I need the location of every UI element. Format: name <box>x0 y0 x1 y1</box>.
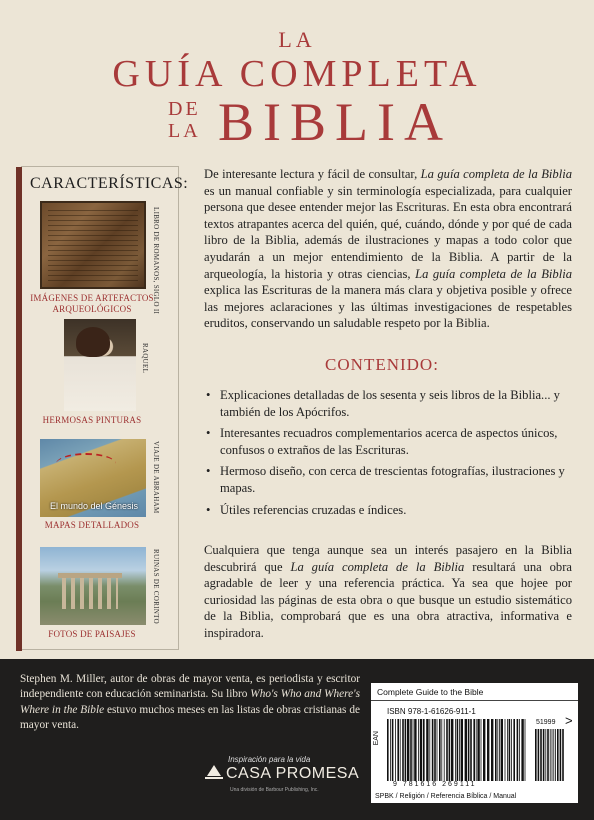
isbn: ISBN 978-1-61626-911-1 <box>387 707 476 716</box>
arrow-icon: > <box>565 713 573 728</box>
feature-caption: FOTOS DE PAISAJES <box>48 629 136 639</box>
list-item: • Hermoso diseño, con cerca de trescientas fotografías, ilustraciones y mapas. <box>206 463 572 496</box>
feature-caption: IMÁGENES DE ARTEFACTOS ARQUEOLÓGICOS <box>30 293 154 314</box>
author-bio: Stephen M. Miller, autor de obras de mayor venta, es periodista y escritor independiente con educación seminarista. Su libro Who's Who and Where's Where in the Bible estuvo muchos meses en las listas de obras cristianas de mayor venta. <box>20 673 360 732</box>
panel-accent-bar <box>16 167 22 651</box>
publisher-division: Una división de Barbour Publishing, Inc. <box>230 787 319 793</box>
feature-side-label: VIAJE DE ABRAHAM <box>152 441 160 514</box>
price-code: 51999 <box>536 719 556 726</box>
publisher-logo: CASA PROMESA <box>205 765 359 783</box>
papyrus-image <box>40 201 146 289</box>
map-image-text: El mundo del Génesis <box>50 501 139 511</box>
book-title <box>0 27 594 152</box>
title-la: LA <box>278 27 316 52</box>
list-item: • Útiles referencias cruzadas e índices. <box>206 502 572 519</box>
english-title: Complete Guide to the Bible <box>377 687 484 697</box>
contenido-heading: CONTENIDO: <box>325 355 439 374</box>
contenido-list <box>206 387 572 523</box>
map-image <box>40 439 146 517</box>
publisher-tagline: Inspiración para la vida <box>228 755 311 764</box>
barcode-digits: 9 781616 269111 <box>393 781 477 788</box>
title-biblia: BIBLIA <box>218 92 452 152</box>
features-panel <box>21 166 189 650</box>
intro-paragraph: De interesante lectura y fácil de consultar, La guía completa de la Biblia es un manual confiable y sin terminología especializada, para cualquier persona que desee entender mejor las Escrituras. En esta obra encontrará textos atrapantes acerca del quién, qué, cuándo, dónde y por qué de cada libro de la Biblia, además de ilustraciones y mapas a todo color que ayudarán a un mejor entendimiento de la Biblia. A partir de la arqueología, la historia y otras ciencias, La guía completa de la Biblia explica las Escrituras de la manera más clara y objetiva posible y ofrece las mejores aclaraciones y las últimas investigaciones de respetables eruditos, conservando un saludable respeto por la Biblia. <box>204 167 573 331</box>
feature-caption: MAPAS DETALLADOS <box>44 520 140 530</box>
category: SPBK / Religión / Referencia Bíblica / Manual <box>375 793 517 800</box>
ean-label: EAN <box>373 731 380 746</box>
house-icon <box>205 765 223 779</box>
ruins-image <box>40 547 146 625</box>
features-heading: CARACTERÍSTICAS: <box>30 175 189 192</box>
list-item: • Interesantes recuadros complementarios acerca de aspectos únicos, confusos o extraños de las Escrituras. <box>206 425 572 458</box>
feature-side-label: RUINAS DE CORINTO <box>152 549 160 624</box>
feature-caption: HERMOSAS PINTURAS <box>42 415 142 425</box>
title-guia-completa: GUÍA COMPLETA <box>112 53 482 95</box>
feature-side-label: RAQUEL <box>141 343 149 374</box>
list-item: • Explicaciones detalladas de los sesenta y seis libros de la Biblia... y también de los Apócrifos. <box>206 387 572 420</box>
barcode-label <box>371 683 578 803</box>
barcode-image <box>385 719 565 781</box>
title-de-la: DE LA <box>168 98 201 142</box>
feature-side-label: LIBRO DE ROMANOS, SIGLO II <box>152 207 160 315</box>
closing-paragraph: Cualquiera que tenga aunque sea un interés pasajero en la Biblia descubrirá que La guía completa de la Biblia resultará una obra agradable de leer y una referencia práctica. Ya sea que hojee por curiosidad las páginas de esta obra o que busque un estudio sistemático de la Biblia, comprobará que es una obra atractiva, informativa e inspiradora. <box>204 543 573 640</box>
